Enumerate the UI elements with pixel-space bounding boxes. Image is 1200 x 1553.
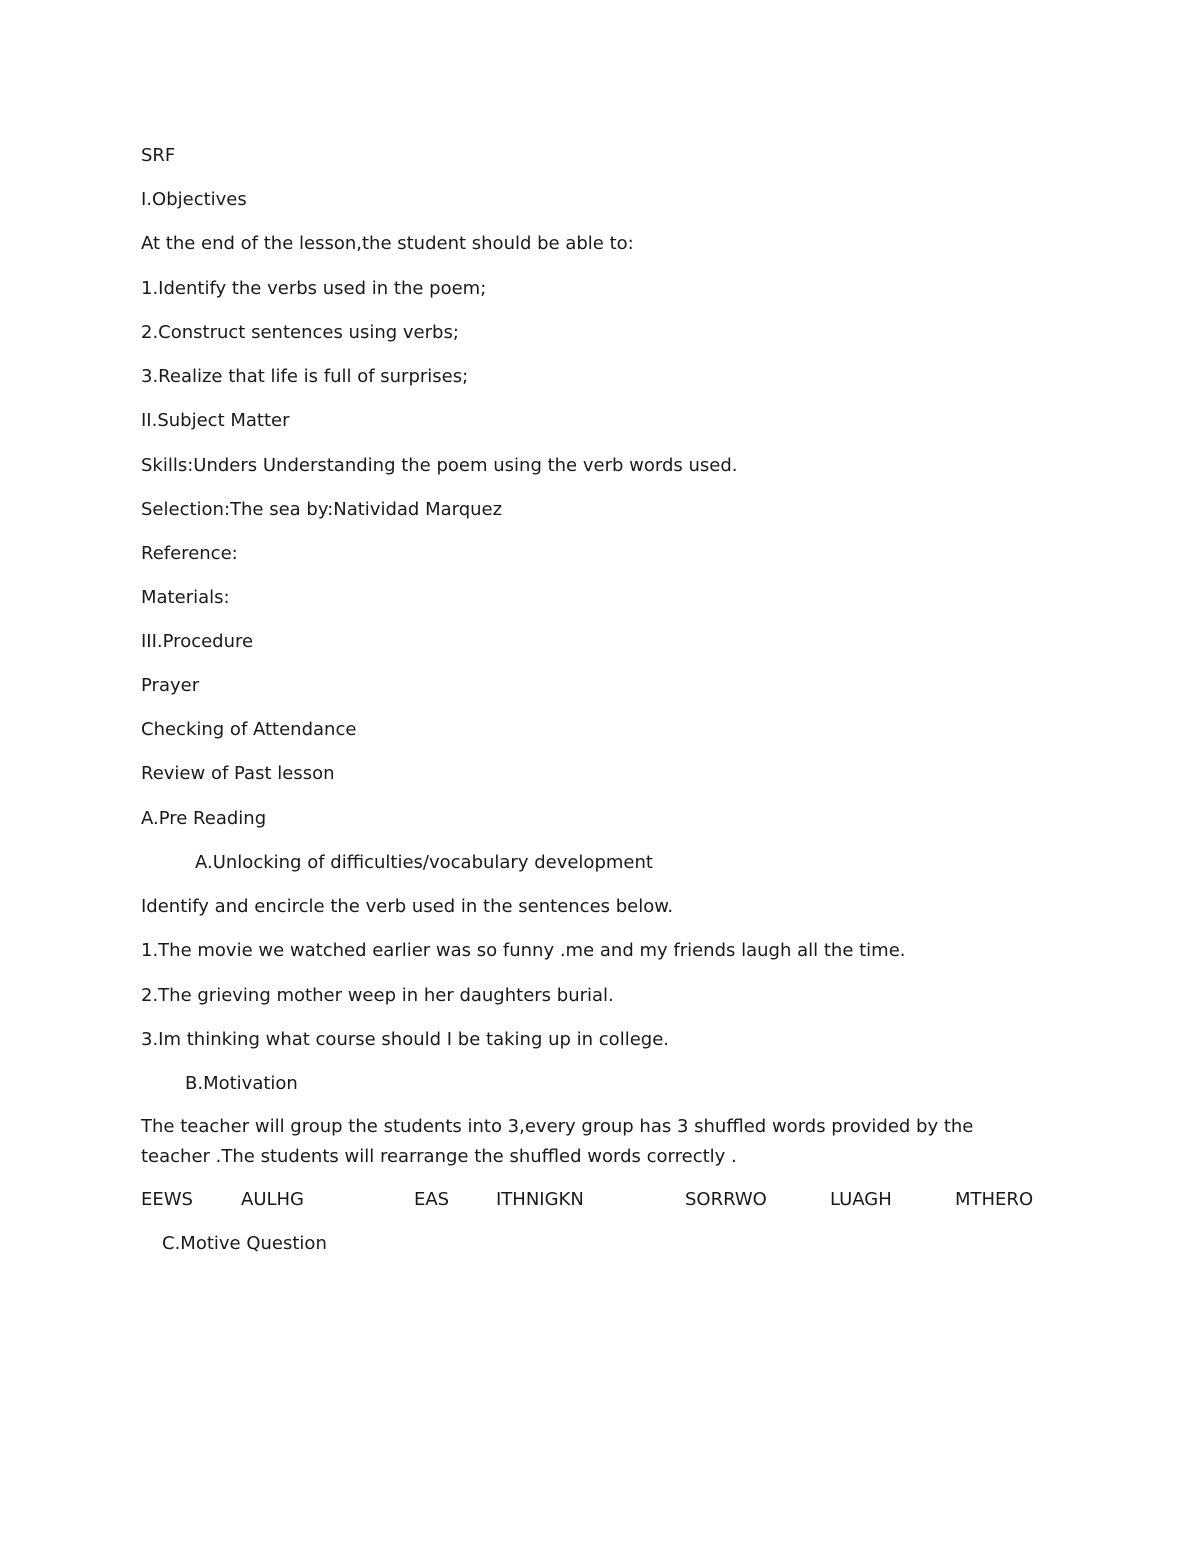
motivation-heading: B.Motivation	[185, 1073, 298, 1094]
reference-line: Reference:	[141, 543, 238, 564]
procedure-step: Prayer	[141, 675, 200, 696]
materials-line: Materials:	[141, 587, 230, 608]
shuffled-word: SORRWO	[685, 1189, 767, 1210]
shuffled-word: AULHG	[241, 1189, 304, 1210]
procedure-step: Review of Past lesson	[141, 763, 335, 784]
subject-matter-heading: II.Subject Matter	[141, 410, 290, 431]
objectives-heading: I.Objectives	[141, 189, 247, 210]
selection-line: Selection:The sea by:Natividad Marquez	[141, 499, 503, 520]
motivation-text: The teacher will group the students into 3,every group has 3 shuffled words provided by the	[141, 1116, 974, 1137]
motivation-text: teacher .The students will rearrange the shuffled words correctly .	[141, 1146, 737, 1167]
unlocking-heading: A.Unlocking of difficulties/vocabulary development	[195, 852, 653, 873]
objectives-intro: At the end of the lesson,the student should be able to:	[141, 233, 634, 254]
exercise-sentence: 1.The movie we watched earlier was so funny .me and my friends laugh all the time.	[141, 940, 906, 961]
pre-reading-heading: A.Pre Reading	[141, 808, 267, 829]
motive-question-heading: C.Motive Question	[162, 1233, 327, 1254]
procedure-heading: III.Procedure	[141, 631, 254, 652]
shuffled-word: EEWS	[141, 1189, 193, 1210]
shuffled-word: EAS	[414, 1189, 450, 1210]
shuffled-word: MTHERO	[955, 1189, 1034, 1210]
document-header: SRF	[141, 145, 176, 166]
objective-item: 1.Identify the verbs used in the poem;	[141, 278, 487, 299]
procedure-step: Checking of Attendance	[141, 719, 357, 740]
skills-line: Skills:Unders Understanding the poem using the verb words used.	[141, 455, 738, 476]
exercise-sentence: 2.The grieving mother weep in her daughters burial.	[141, 985, 614, 1006]
objective-item: 3.Realize that life is full of surprises;	[141, 366, 469, 387]
shuffled-word: ITHNIGKN	[496, 1189, 584, 1210]
exercise-instruction: Identify and encircle the verb used in the sentences below.	[141, 896, 674, 917]
objective-item: 2.Construct sentences using verbs;	[141, 322, 459, 343]
exercise-sentence: 3.Im thinking what course should I be taking up in college.	[141, 1029, 669, 1050]
shuffled-word: LUAGH	[830, 1189, 892, 1210]
